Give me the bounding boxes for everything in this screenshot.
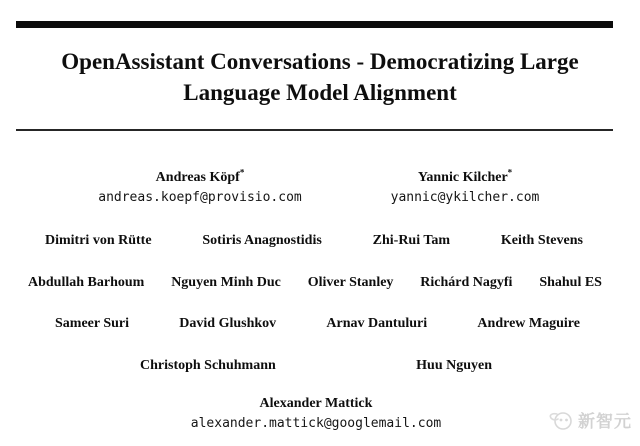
first-authors-row — [0, 169, 640, 209]
author-name: Zhi-Rui Tam — [372, 233, 451, 248]
author-name: Huu Nguyen — [416, 358, 492, 373]
author-name: Keith Stevens — [500, 233, 583, 248]
author-name — [70, 169, 330, 187]
author-block-yannic-kilcher — [335, 169, 595, 206]
author-name: Arnav Dantuluri — [326, 316, 428, 331]
author-name: Christoph Schuhmann — [140, 358, 276, 373]
author-name: Alexander Mattick — [259, 396, 373, 411]
author-name: Nguyen Minh Duc — [171, 275, 281, 290]
paper-title — [10, 46, 630, 108]
author-email: yannic@ykilcher.com — [390, 190, 540, 205]
author-name: Sameer Suri — [55, 316, 130, 331]
author-block-andreas-koepf — [70, 169, 330, 206]
authors-row-3 — [28, 275, 602, 291]
author-name: Oliver Stanley — [307, 275, 394, 290]
authors-row-2 — [45, 233, 583, 249]
author-name: Dimitri von Rütte — [45, 233, 152, 248]
equal-contribution-marker: * — [239, 167, 245, 178]
author-email: alexander.mattick@googlemail.com — [190, 416, 442, 431]
watermark-text: 新智元 — [578, 412, 632, 432]
paper-title-line-1: OpenAssistant Conversations - Democratizing Large — [61, 49, 579, 74]
authors-row-5 — [140, 358, 492, 374]
author-name: Sotiris Anagnostidis — [202, 233, 322, 248]
author-name: Richárd Nagyfi — [420, 275, 513, 290]
title-underline-rule — [16, 129, 613, 131]
author-block-alexander-mattick — [0, 395, 632, 432]
author-name: Andrew Maguire — [477, 316, 580, 331]
equal-contribution-marker: * — [507, 167, 513, 178]
author-name — [335, 169, 595, 187]
author-name-text: Yannic Kilcher — [417, 170, 508, 185]
xinzhiyuan-logo-icon — [548, 408, 574, 432]
paper-title-line-2: Language Model Alignment — [183, 80, 457, 105]
top-rule — [16, 21, 613, 28]
author-email: andreas.koepf@provisio.com — [98, 190, 302, 205]
authors-row-4 — [55, 316, 580, 332]
author-name: David Glushkov — [179, 316, 277, 331]
author-name: Abdullah Barhoum — [28, 275, 145, 290]
author-name: Shahul ES — [539, 275, 602, 290]
author-name-text: Andreas Köpf — [155, 170, 240, 185]
xinzhiyuan-watermark — [548, 407, 632, 432]
